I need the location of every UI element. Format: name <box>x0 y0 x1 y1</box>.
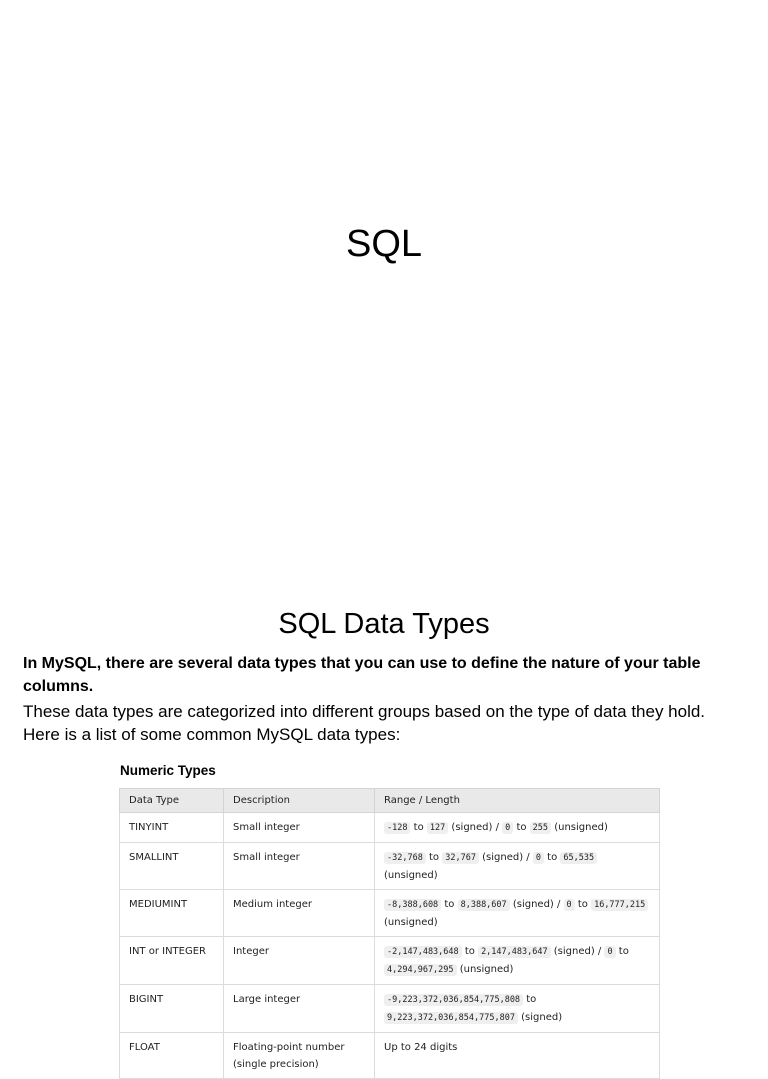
cell-data-type: MEDIUMINT <box>120 890 224 937</box>
cell-description: Floating-point number (single precision) <box>224 1033 375 1079</box>
table-body <box>120 813 660 1079</box>
range-code-value: 0 <box>604 946 615 958</box>
range-text: (unsigned) <box>551 822 608 833</box>
table-row <box>120 813 660 843</box>
range-code-value: 9,223,372,036,854,775,807 <box>384 1012 518 1024</box>
cell-range <box>375 843 660 890</box>
header-data-type: Data Type <box>120 789 224 813</box>
table-header-row <box>120 789 660 813</box>
table-row <box>120 843 660 890</box>
cell-description: Small integer <box>224 813 375 843</box>
range-code-value: 0 <box>502 822 513 834</box>
cell-description: Small integer <box>224 843 375 890</box>
range-text: to <box>523 994 537 1005</box>
range-text: to <box>513 822 530 833</box>
range-code-value: -9,223,372,036,854,775,808 <box>384 994 523 1006</box>
cell-range <box>375 1033 660 1079</box>
header-description: Description <box>224 789 375 813</box>
range-text: to <box>410 822 427 833</box>
range-text: (unsigned) <box>384 917 438 928</box>
cell-description: Medium integer <box>224 890 375 937</box>
numeric-types-table-wrapper <box>119 788 660 1079</box>
table-row <box>120 937 660 985</box>
range-text: to <box>425 852 443 863</box>
numeric-types-table <box>119 788 660 1079</box>
cell-description: Integer <box>224 937 375 985</box>
table-row <box>120 985 660 1033</box>
cell-range <box>375 813 660 843</box>
range-text: (signed) / <box>509 899 564 910</box>
range-code-value: 8,388,607 <box>458 899 510 911</box>
table-row <box>120 1033 660 1079</box>
range-code-value: 0 <box>533 852 544 864</box>
table-row <box>120 890 660 937</box>
range-code-value: -8,388,608 <box>384 899 441 911</box>
intro-paragraph: These data types are categorized into different groups based on the type of data they hold. Here is a list of some common MySQL data types: <box>23 702 706 744</box>
slide-heading: SQL Data Types <box>278 608 490 640</box>
numeric-types-heading: Numeric Types <box>120 763 216 778</box>
header-range-length: Range / Length <box>375 789 660 813</box>
range-code-value: 2,147,483,647 <box>478 946 551 958</box>
cell-data-type: BIGINT <box>120 985 224 1033</box>
range-code-value: -128 <box>384 822 410 834</box>
range-code-value: 127 <box>427 822 448 834</box>
cell-data-type: INT or INTEGER <box>120 937 224 985</box>
range-text: (unsigned) <box>456 964 514 975</box>
range-code-value: 4,294,967,295 <box>384 964 457 976</box>
range-code-value: 16,777,215 <box>591 899 648 911</box>
range-text: to <box>441 899 458 910</box>
cell-description: Large integer <box>224 985 375 1033</box>
range-code-value: 255 <box>530 822 551 834</box>
slide-title: SQL <box>345 223 423 265</box>
cell-range <box>375 937 660 985</box>
range-code-value: -32,768 <box>384 852 426 864</box>
cell-range <box>375 985 660 1033</box>
range-text: Up to 24 digits <box>384 1042 458 1053</box>
range-text: (signed) <box>517 1012 563 1023</box>
range-text: (signed) / <box>478 852 533 863</box>
cell-data-type: FLOAT <box>120 1033 224 1079</box>
range-text: (signed) / <box>550 946 605 957</box>
range-code-value: 32,767 <box>442 852 479 864</box>
range-text: to <box>543 852 561 863</box>
range-text: (signed) / <box>448 822 503 833</box>
cell-data-type: TINYINT <box>120 813 224 843</box>
range-text: to <box>461 946 479 957</box>
range-text: (unsigned) <box>384 870 438 881</box>
range-code-value: 0 <box>564 899 575 911</box>
range-code-value: 65,535 <box>560 852 597 864</box>
cell-data-type: SMALLINT <box>120 843 224 890</box>
cell-range <box>375 890 660 937</box>
range-code-value: -2,147,483,648 <box>384 946 462 958</box>
range-text: to <box>615 946 629 957</box>
intro-bold-paragraph: In MySQL, there are several data types that you can use to define the nature of your table columns. <box>23 655 701 695</box>
range-text: to <box>574 899 592 910</box>
data-types-slide <box>0 576 768 1070</box>
